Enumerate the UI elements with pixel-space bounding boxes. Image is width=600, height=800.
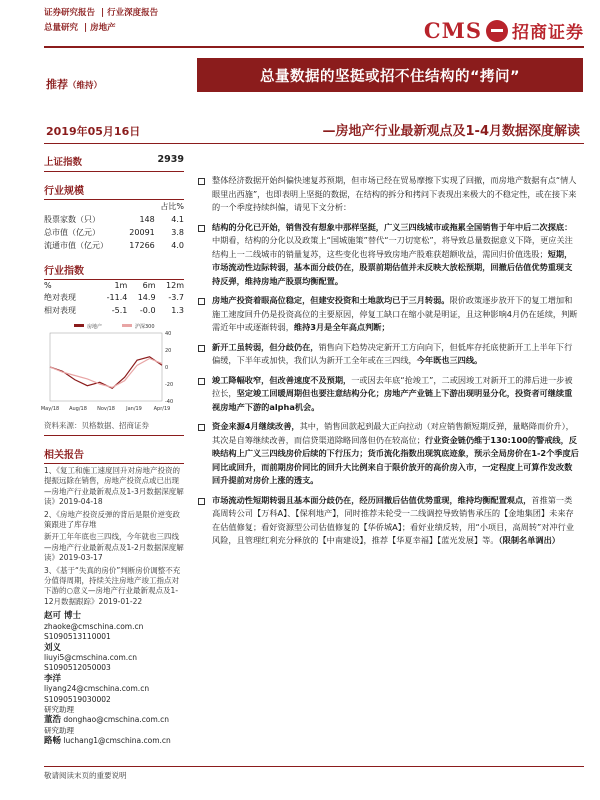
x-tick-label: Apr/19 [153,406,171,412]
scale-title: 行业规模 [44,182,184,200]
legend-label: 房地产 [87,324,103,330]
y-tick-label: 20 [165,348,172,354]
logo-icon [486,20,508,42]
y-tick-label: 0 [165,365,169,371]
team: 总量研究 [44,23,79,33]
related-title: 相关报告 [44,446,184,464]
legend-swatch [122,324,132,327]
logo [424,18,584,43]
report-title: 总量数据的坚挺或招不住结构的“拷问” [197,58,583,92]
report-header: 证券研究报告 | 行业深度报告 总量研究 | 房地产 [44,8,159,33]
series-line [50,359,162,388]
rating: 推荐（维持） [46,78,103,91]
y-tick-label: -40 [165,399,174,405]
sector: 房地产 [90,23,116,33]
title-rule [44,143,584,144]
header-rule [44,46,584,48]
report-kind: 行业深度报告 [107,8,159,18]
legend-swatch [74,324,84,327]
sidebar [40,154,184,747]
scale-table: 占比% 股票家数（只） 148 4.1 总市值（亿元） 20091 3.8 流通市值（亿元） 17266 4.0 [44,202,184,250]
footer-rule [44,766,584,767]
table-row: 绝对表现 -11.4 14.9 -3.7 [44,293,184,302]
list-item: 1、《复工和施工速度回升对房地产投资的提振远除在销售，房地产投资点或已出现—房地产行业最新观点及1-3月数据深度解读》2019-04-18 [44,466,184,507]
x-tick-label: Nov/18 [97,406,115,412]
chart-frame [50,333,162,401]
list-item: 2、《房地产投资反弹的背后是限价逆变政策跟进了库存堆 [44,509,181,530]
x-tick-label: Jan/19 [126,406,142,412]
related-list [44,466,184,607]
x-tick-label: May/18 [40,406,60,412]
table-row: 总市值（亿元） 20091 3.8 [44,228,184,237]
logo-name: 招商证券 [512,23,584,43]
chart-source: 资料来源：贝格数据、招商证券 [44,420,184,436]
body-paragraph: 资金来源4月继续改善，其中，销售回款起到最大正向拉动（对应销售额短期反弹，量略降而价升），其次是自筹继续改善，而信贷渠道除略回落但仍在较高位；行业资金链仍维于130:100的警戒线，反映结构上广义三四线房价后续的下行压力；货币流化指数出现筑底迹象，预示全局房价在1-2个季度后同比或回升，而前期房价同比的回升大比例来自于限价放开的高价房入市，一定程度上可算作发改数回升提前对房价上涨的透支。 [196,420,580,488]
index-chart [40,321,184,417]
body-paragraph: 市场流动性短期转弱且基本面分歧仍在，经历回撤后估值优势重现，维持均衡配置观点，首推第一类高周转公司【万科A】、【保利地产】，同时推荐未轮受一二线调控导致销售承压的【金地集团】未来存在估值修复；看好资源型公司估值修复的【华侨城A】；看好业绩反转，用“小项目，高周转”对冲行业风险，且管理红利充分释放的【中南建设】，推荐【华夏幸福】【蓝光发展】等。（限制名单调出） [196,494,580,548]
body-paragraph: 新开工虽转弱，但分歧仍在，销售向下趋势决定新开工方向向下，但低库存托底使新开工上半年下行偏缓，下半年或加快，我们认为新开工全年或在三四线，今年既也三四线。 [196,341,580,368]
chart-svg [40,321,184,417]
body-paragraph: 房地产投资着眼高位稳定，但建安投资和土地款均已于三月转弱。限价政策逐步放开下的复工增加和施工速度回升仍是投资高位的主要原因，停复工缺口在缩小就是明证，且这种影响4月仍在延续，判断需近年中或逐渐转弱，维持3月是全年高点判断； [196,294,580,335]
analyst-list: 赵可 博士 zhaoke@cmschina.com.cn S1090513110001 刘义 liuyi5@cmschina.com.cn S1090512050003 李洋 liyang24@cmschina.com.cn S1090519030002 研究助理 董浩 donghao@cmschina.com.cn 研究助理 路畅 luchang1@cmschina.com.cn [44,611,171,747]
body-paragraph: 结构的分化已开始，销售没有想象中那样坚挺，广义三四线城市或拖累全国销售于年中后二次探底：中期看，结构的分化以及政策上“国城施策”替代“一刀切宽松”，将导致总量数据意义下降，更应关注结构上一二线城市的销量复苏，这些变化也将导致房地产股难获超额收益，需回归价值选股；短期，市场流动性边际转弱，基本面分歧仍在，股票前期估值并未反映大放松预期，回撤后估值优势重现支持反弹，维持房地产股票均衡配置。 [196,221,580,289]
intro-paragraph: 整体经济数据开始纠偏快速复苏预期，但市场已经在贸易摩擦下实现了回撤，而房地产数据有点“情人眼里出西施”，也即表明上坚挺的数据，在结构的拆分和拷问下表现出来极大的不稳定性，或在接下来的一个季度持续纠偏，请见下文分析： [196,174,580,215]
logo-text: CMS [423,18,482,43]
footer-note: 敬请阅读末页的重要说明 [44,771,127,780]
table-row: 股票家数（只） 148 4.1 [44,215,184,224]
table-row: 流通市值（亿元） 17266 4.0 [44,241,184,250]
report-date: 2019年05月16日 [46,125,141,138]
report-subtitle: —房地产行业最新观点及1-4月数据深度解读 [322,124,580,139]
legend-label: 沪深300 [135,324,155,330]
table-row: 相对表现 -5.1 -0.0 1.3 [44,306,184,315]
list-item: 3、《基于“失真的房价”判断房价调整不充分值得周期，持续关注房地产竣工指点对下游的○意义—房地产行业最新观点及1-12月数据跟踪》2019-01-22 [44,565,181,606]
body-paragraph: 竣工降幅收窄，但改善速度不及预期，一或因去年底“抢竣工”，二或因竣工对新开工的滞后进一步被拉长，坚定竣工回暖周期但也要注意结构分化；房地产产业链上下游出现明显分化，投资者可继续重视房地产下游的alpha机会。 [196,374,580,415]
y-tick-label: 40 [165,331,172,337]
report-type: 证券研究报告 [44,8,96,18]
x-tick-label: Aug/18 [69,406,87,412]
perf-table: % 1m 6m 12m 绝对表现 -11.4 14.9 -3.7 相对表现 -5.1 -0.0 1.3 [44,281,184,315]
perf-title: 行业指数 [44,262,184,280]
report-body [196,174,580,554]
list-item: 新开工年年底也三四线，今年就也三四线—房地产行业最新观点及1-2月数据深度解读》2019-03-17 [44,532,184,563]
index-row: 上证指数 2939 [44,154,184,172]
y-tick-label: -20 [165,382,174,388]
